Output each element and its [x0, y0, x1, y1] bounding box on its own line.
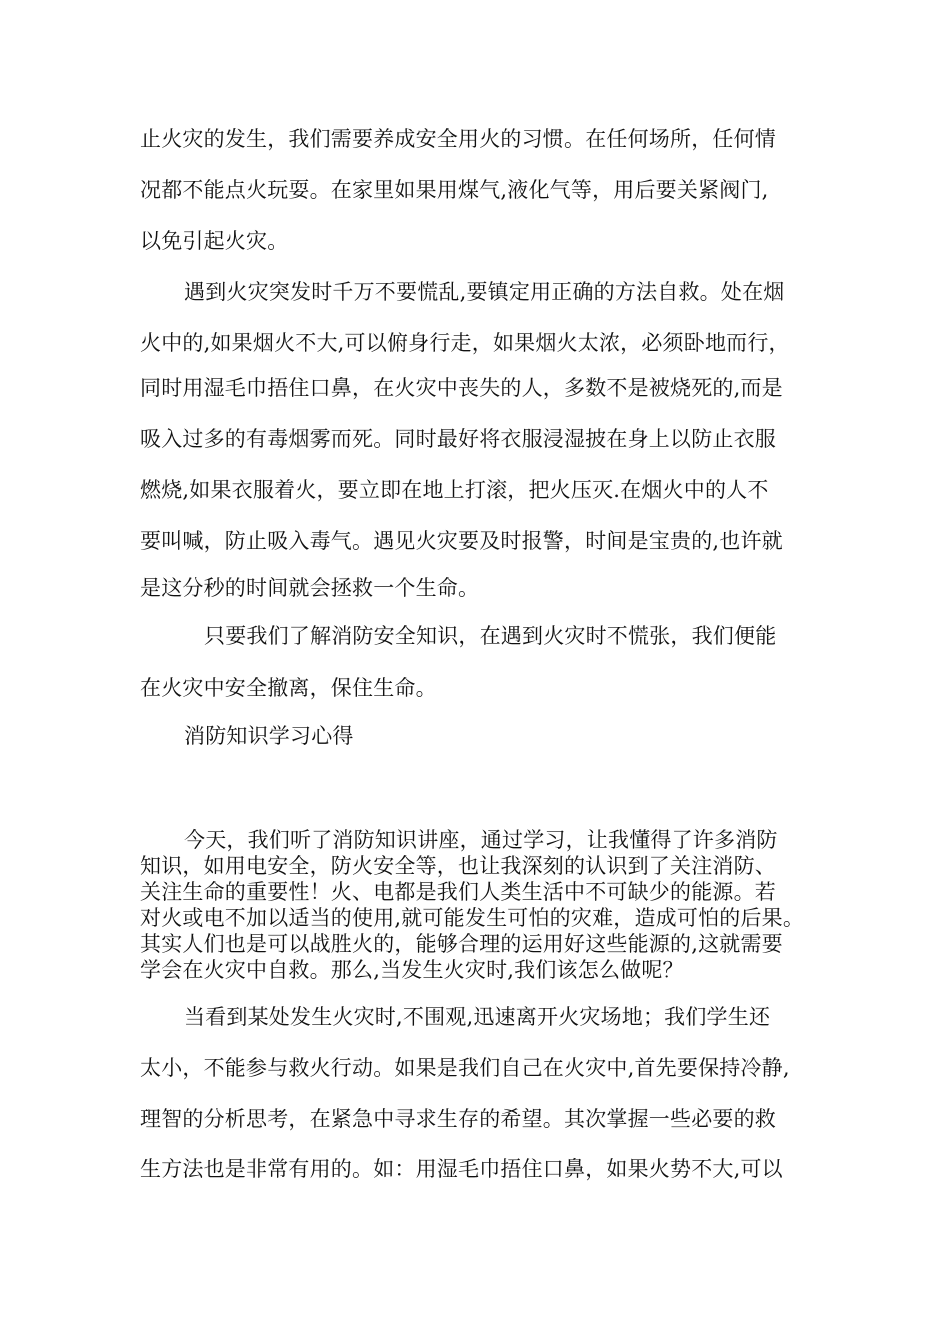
- paragraph-first-line: 遇到火灾突发时千万不要慌乱,要镇定用正确的方法自救。处在烟: [184, 280, 785, 304]
- text-line: 学会在火灾中自救。那么,当发生火灾时,我们该怎么做呢？: [140, 958, 684, 982]
- text-line: 火中的,如果烟火不大,可以俯身行走，如果烟火太浓，必须卧地而行，: [140, 331, 790, 355]
- text-line: 对火或电不加以适当的使用,就可能发生可怕的灾难，造成可怕的后果。: [140, 906, 805, 930]
- text-line: 知识，如用电安全，防火安全等，也让我深刻的认识到了关注消防、: [140, 854, 776, 878]
- text-line: 止火灾的发生，我们需要养成安全用火的习惯。在任何场所，任何情: [140, 127, 776, 151]
- text-line: 同时用湿毛巾捂住口鼻，在火灾中丧失的人，多数不是被烧死的,而是: [140, 376, 783, 400]
- section-heading: 消防知识学习心得: [184, 724, 354, 748]
- text-line: 其实人们也是可以战胜火的，能够合理的运用好这些能源的,这就需要: [140, 932, 783, 956]
- text-line: 是这分秒的时间就会拯救一个生命。: [140, 576, 480, 600]
- text-line: 生方法也是非常有用的。如：用湿毛巾捂住口鼻，如果火势不大,可以: [140, 1157, 783, 1181]
- paragraph-first-line: 今天，我们听了消防知识讲座，通过学习，让我懂得了许多消防: [184, 828, 778, 852]
- text-line: 以免引起火灾。: [140, 229, 289, 253]
- text-line: 况都不能点火玩耍。在家里如果用煤气,液化气等，用后要关紧阀门,: [140, 178, 769, 202]
- text-line: 要叫喊，防止吸入毒气。遇见火灾要及时报警，时间是宝贵的,也许就: [140, 529, 783, 553]
- text-line: 在火灾中安全撤离，保住生命。: [140, 676, 437, 700]
- text-line: 关注生命的重要性！火、电都是我们人类生活中不可缺少的能源。若: [140, 880, 776, 904]
- text-line: 燃烧,如果衣服着火，要立即在地上打滚，把火压灭.在烟火中的人不: [140, 478, 769, 502]
- text-line: 吸入过多的有毒烟雾而死。同时最好将衣服浸湿披在身上以防止衣服: [140, 427, 776, 451]
- text-line: 太小，不能参与救火行动。如果是我们自己在火灾中,首先要保持冷静,: [140, 1056, 790, 1080]
- paragraph-first-line: 只要我们了解消防安全知识，在遇到火灾时不慌张，我们便能: [204, 624, 777, 648]
- text-line: 理智的分析思考，在紧急中寻求生存的希望。其次掌握一些必要的救: [140, 1107, 776, 1131]
- paragraph-first-line: 当看到某处发生火灾时,不围观,迅速离开火灾场地；我们学生还: [184, 1005, 771, 1029]
